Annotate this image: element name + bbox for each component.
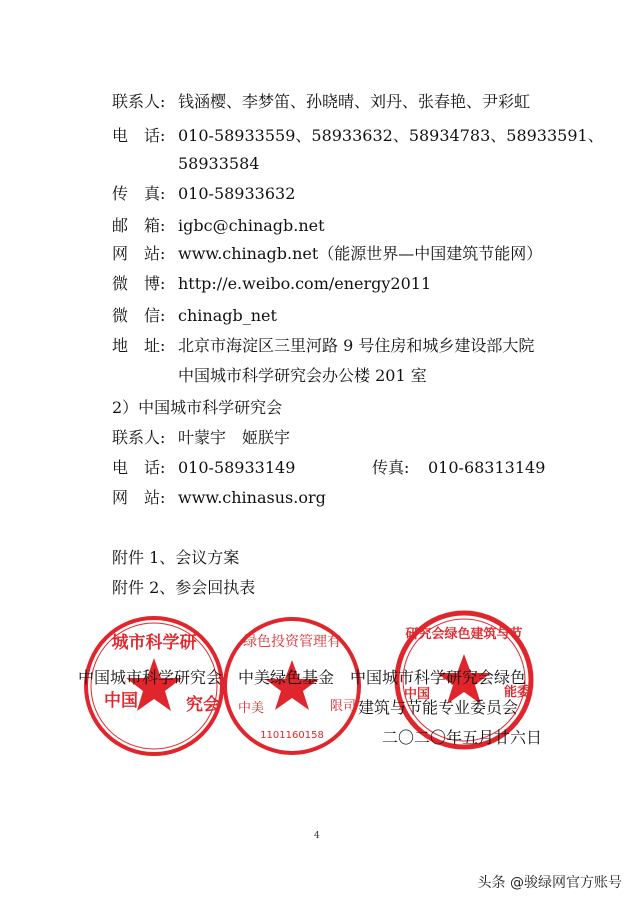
fax-label: 传真: [372, 458, 410, 477]
row-value: 58933584 [178, 154, 260, 173]
row-label: 网 站: [112, 244, 166, 263]
row-value: www.chinagb.net（能源世界—中国建筑节能网） [178, 244, 543, 263]
row-label: 微 博: [112, 274, 166, 293]
attachment-label: 附件 1、会议方案 [112, 548, 240, 567]
row-label: 电 话: [112, 458, 166, 477]
row-value: 北京市海淀区三里河路 9 号住房和城乡建设部大院 [178, 336, 535, 355]
signature-line: 建筑与节能专业委员会 [358, 698, 519, 717]
row-label: 地 址: [112, 336, 166, 355]
row-label: 电 话: [112, 126, 166, 145]
row-value: 010-58933559、58933632、58934783、58933591、 [178, 126, 604, 145]
svg-text:城市科学研: 城市科学研 [111, 633, 197, 653]
svg-text:中美: 中美 [238, 701, 265, 716]
row-value: igbc@chinagb.net [178, 216, 325, 235]
section2-heading: 2）中国城市科学研究会 [112, 398, 283, 417]
row-label: 微 信: [112, 306, 166, 325]
row-value: chinagb_net [178, 306, 277, 325]
svg-text:能委: 能委 [504, 685, 531, 700]
row-label: 网 站: [112, 488, 166, 507]
row-label: 传 真: [112, 184, 166, 203]
row-value: 叶蒙宇 姬朕宇 [178, 428, 291, 447]
svg-text:究会: 究会 [186, 695, 220, 715]
svg-text:研究会绿色建筑与节: 研究会绿色建筑与节 [405, 627, 523, 642]
page-number: 4 [314, 831, 320, 841]
svg-text:限司: 限司 [330, 699, 357, 714]
row-value: 钱涵樱、李梦笛、孙晓晴、刘丹、张春艳、尹彩虹 [178, 92, 531, 111]
fax-value: 010-68313149 [428, 458, 546, 477]
svg-text:中国: 中国 [404, 687, 431, 702]
row-label: 联系人: [112, 428, 166, 447]
svg-text:中国: 中国 [104, 691, 138, 711]
signature-line: 中国城市科学研究会 中美绿色基金 中国城市科学研究会绿色 [78, 668, 527, 687]
row-value: 010-58933632 [178, 184, 296, 203]
row-value: www.chinasus.org [178, 488, 326, 507]
row-value: http://e.weibo.com/energy2011 [178, 274, 432, 293]
svg-text:绿色投资管理有: 绿色投资管理有 [243, 634, 341, 650]
signature-date: 二〇二〇年五月廿六日 [382, 728, 543, 747]
watermark: 头条 @骏绿网官方账号 [477, 875, 622, 891]
attachment-label: 附件 2、参会回执表 [112, 578, 256, 597]
row-label: 联系人: [112, 92, 166, 111]
row-value: 010-58933149 [178, 458, 296, 477]
row-value: 中国城市科学研究会办公楼 201 室 [178, 366, 427, 385]
svg-text:1101160158: 1101160158 [260, 730, 324, 741]
row-label: 邮 箱: [112, 216, 166, 235]
